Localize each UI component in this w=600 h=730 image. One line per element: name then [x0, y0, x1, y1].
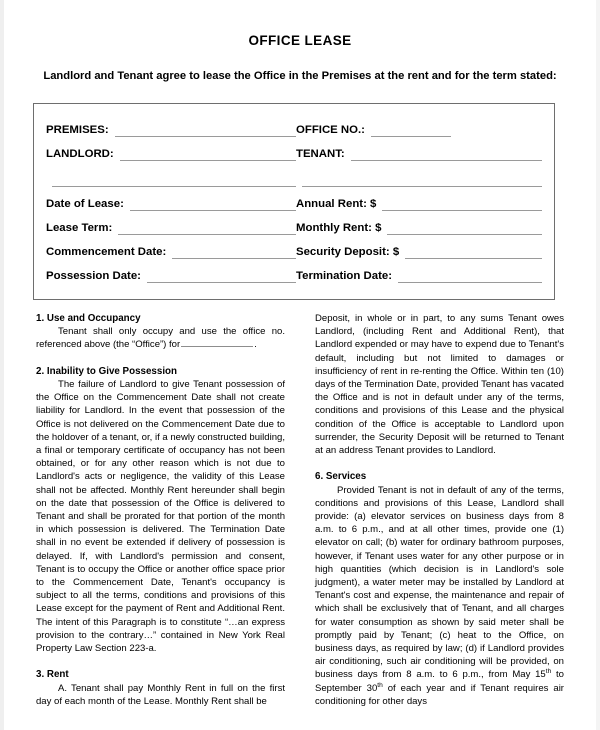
field-input-landlord-address-2[interactable] [52, 174, 296, 187]
field-label-landlord: LANDLORD: [46, 148, 114, 160]
paragraph-gap [315, 457, 564, 470]
field-label-lease-term: Lease Term: [46, 222, 113, 234]
paragraph-gap [36, 655, 285, 668]
section-text-security-deposit-continuation: Deposit, in whole or in part, to any sums Tenant owes Landlord, (including Rent and Additional Rent), that Landlord expended or may have to expend due to Tenant's default, including but not limited to damages or insufficiency of rent in re-renting the Office. Within ten (10) days of the Termination Date, provided Tenant has vacated the Office and is not in default under any of the terms, conditions and provisions of this Lease and the physical condition of the Office is acceptable to Landlord upon surrender, the Security Deposit will be returned to Tenant at an address Tenant provides to Landlord. [315, 313, 564, 457]
field-label-date-of-lease: Date of Lease: [46, 198, 124, 210]
services-ordinal-suffix-may: th [545, 668, 552, 676]
field-label-termination-date: Termination Date: [296, 270, 392, 282]
field-input-premises[interactable] [115, 124, 296, 137]
field-monthly-rent [296, 222, 542, 235]
services-text-part2: to September 30 [315, 669, 564, 694]
field-landlord-address-2 [46, 174, 296, 187]
services-text-part3: of each year and if Tenant requires air conditioning for other days [315, 682, 564, 707]
section1-blank-input[interactable] [181, 338, 253, 347]
form-row-landlord-tenant [46, 137, 542, 161]
lease-summary-form-box [33, 103, 555, 300]
document-subtitle: Landlord and Tenant agree to lease the Office in the Premises at the rent and for the term stated: [43, 70, 557, 82]
field-label-possession-date: Possession Date: [46, 270, 141, 282]
field-input-security-deposit[interactable] [405, 246, 542, 259]
form-row-lease-term [46, 211, 542, 235]
field-security-deposit [296, 246, 542, 259]
field-label-office-no: OFFICE NO.: [296, 124, 365, 136]
form-row-possession-date [46, 259, 542, 283]
field-label-security-deposit: Security Deposit: $ [296, 246, 400, 258]
field-office-no [296, 124, 542, 137]
section-heading-rent: 3. Rent [36, 669, 69, 681]
left-column [36, 312, 285, 708]
field-landlord [46, 148, 296, 161]
section-heading-services: 6. Services [315, 471, 367, 483]
field-input-tenant-address-2[interactable] [302, 174, 542, 187]
services-ordinal-suffix-september: th [377, 681, 383, 689]
field-lease-term [46, 222, 296, 235]
field-premises [46, 124, 296, 137]
field-tenant-address-2 [296, 174, 542, 187]
section-text-inability-to-give-possession: The failure of Landlord to give Tenant possession of the Office on the Commencement Date shall not create liability for Landlord. In the event that possession of the Office is not delivered on the Commencement Date due to the holdover of a tenant, or, if a newly constructed building, a final or temporary certificate of occupancy has not been obtained, or for any other reason which is not due to Landlord's acts or negligence, the validity of this Lease shall not be affected. Monthly Rent hereunder shall begin on the date that possession of the Office is delivered to Tenant and shall be prorated for that portion of the month in which possession is delivered. The Termination Date shall in no event be extended if delivery of possession is delayed. If, with Landlord's permission and consent, Tenant is to occupy the Office or another office space prior to the Commencement Date, Tenant's occupancy is subject to all the terms, conditions and provisions of this Lease except for the payment of Rent and Additional Rent. The intent of this Paragraph is to constitute “…an express provision to the contrary…” contained in New York Real Property Law Section 223-a. [36, 379, 285, 655]
form-row-address-continuation [46, 161, 542, 187]
right-column [315, 312, 564, 708]
services-text-part1: Provided Tenant is not in default of any of the terms, conditions and provisions of this Lease, Landlord shall provide: (a) elevator services on business days from 8 a.m. to 6 p.m., and at all other times, provide one (1) elevator on call; (b) water for ordinary bathroom purposes, however, if Tenant uses water for any other purpose or in high quantities (which decision is in Landlord's sole judgment), a water meter may be installed by Landlord at Tenant's cost and expense, the maintenance and repair of which shall be exclusively that of Tenant, and all charges for water consumption as shown by said meter shall be promptly paid by Tenant; (c) heat to the Office, on business days, as required by law; (d) if Landlord provides air conditioning, such air conditioning will be provided, on business days from 8 a.m. to 6 p.m., from May 15 [315, 484, 564, 681]
field-input-monthly-rent[interactable] [387, 222, 542, 235]
field-label-tenant: TENANT: [296, 148, 345, 160]
field-input-annual-rent[interactable] [382, 198, 542, 211]
field-input-tenant[interactable] [351, 148, 542, 161]
form-row-commencement-date [46, 235, 542, 259]
form-row-date-of-lease [46, 187, 542, 211]
section-text-rent: A. Tenant shall pay Monthly Rent in full on the first day of each month of the Lease. Monthly Rent shall be [36, 682, 285, 707]
field-input-office-no[interactable] [371, 124, 451, 137]
field-label-annual-rent: Annual Rent: $ [296, 198, 377, 210]
field-tenant [296, 148, 542, 161]
body-columns [36, 312, 564, 708]
field-termination-date [296, 270, 542, 283]
field-input-commencement-date[interactable] [172, 246, 296, 259]
field-possession-date [46, 270, 296, 283]
field-label-premises: PREMISES: [46, 124, 109, 136]
field-input-landlord[interactable] [120, 148, 296, 161]
section-heading-use-and-occupancy: 1. Use and Occupancy [36, 313, 141, 324]
field-annual-rent [296, 198, 542, 211]
field-input-possession-date[interactable] [147, 270, 296, 283]
field-commencement-date [46, 246, 296, 259]
field-date-of-lease [46, 198, 296, 211]
paragraph-gap [36, 352, 285, 365]
section1-text-lead: Tenant shall only occupy and use the office no. referenced above (the “Office”) for [36, 326, 285, 351]
field-label-commencement-date: Commencement Date: [46, 246, 167, 258]
field-input-termination-date[interactable] [398, 270, 542, 283]
section-heading-inability-to-give-possession: 2. Inability to Give Possession [36, 365, 178, 377]
section1-text-tail: . [254, 339, 257, 351]
section-text-services [315, 484, 564, 708]
section-text-use-and-occupancy [36, 325, 285, 351]
field-input-date-of-lease[interactable] [130, 198, 296, 211]
page-title: OFFICE LEASE [248, 33, 352, 48]
form-row-premises [46, 113, 542, 137]
field-label-monthly-rent: Monthly Rent: $ [296, 222, 382, 234]
field-input-lease-term[interactable] [118, 222, 296, 235]
